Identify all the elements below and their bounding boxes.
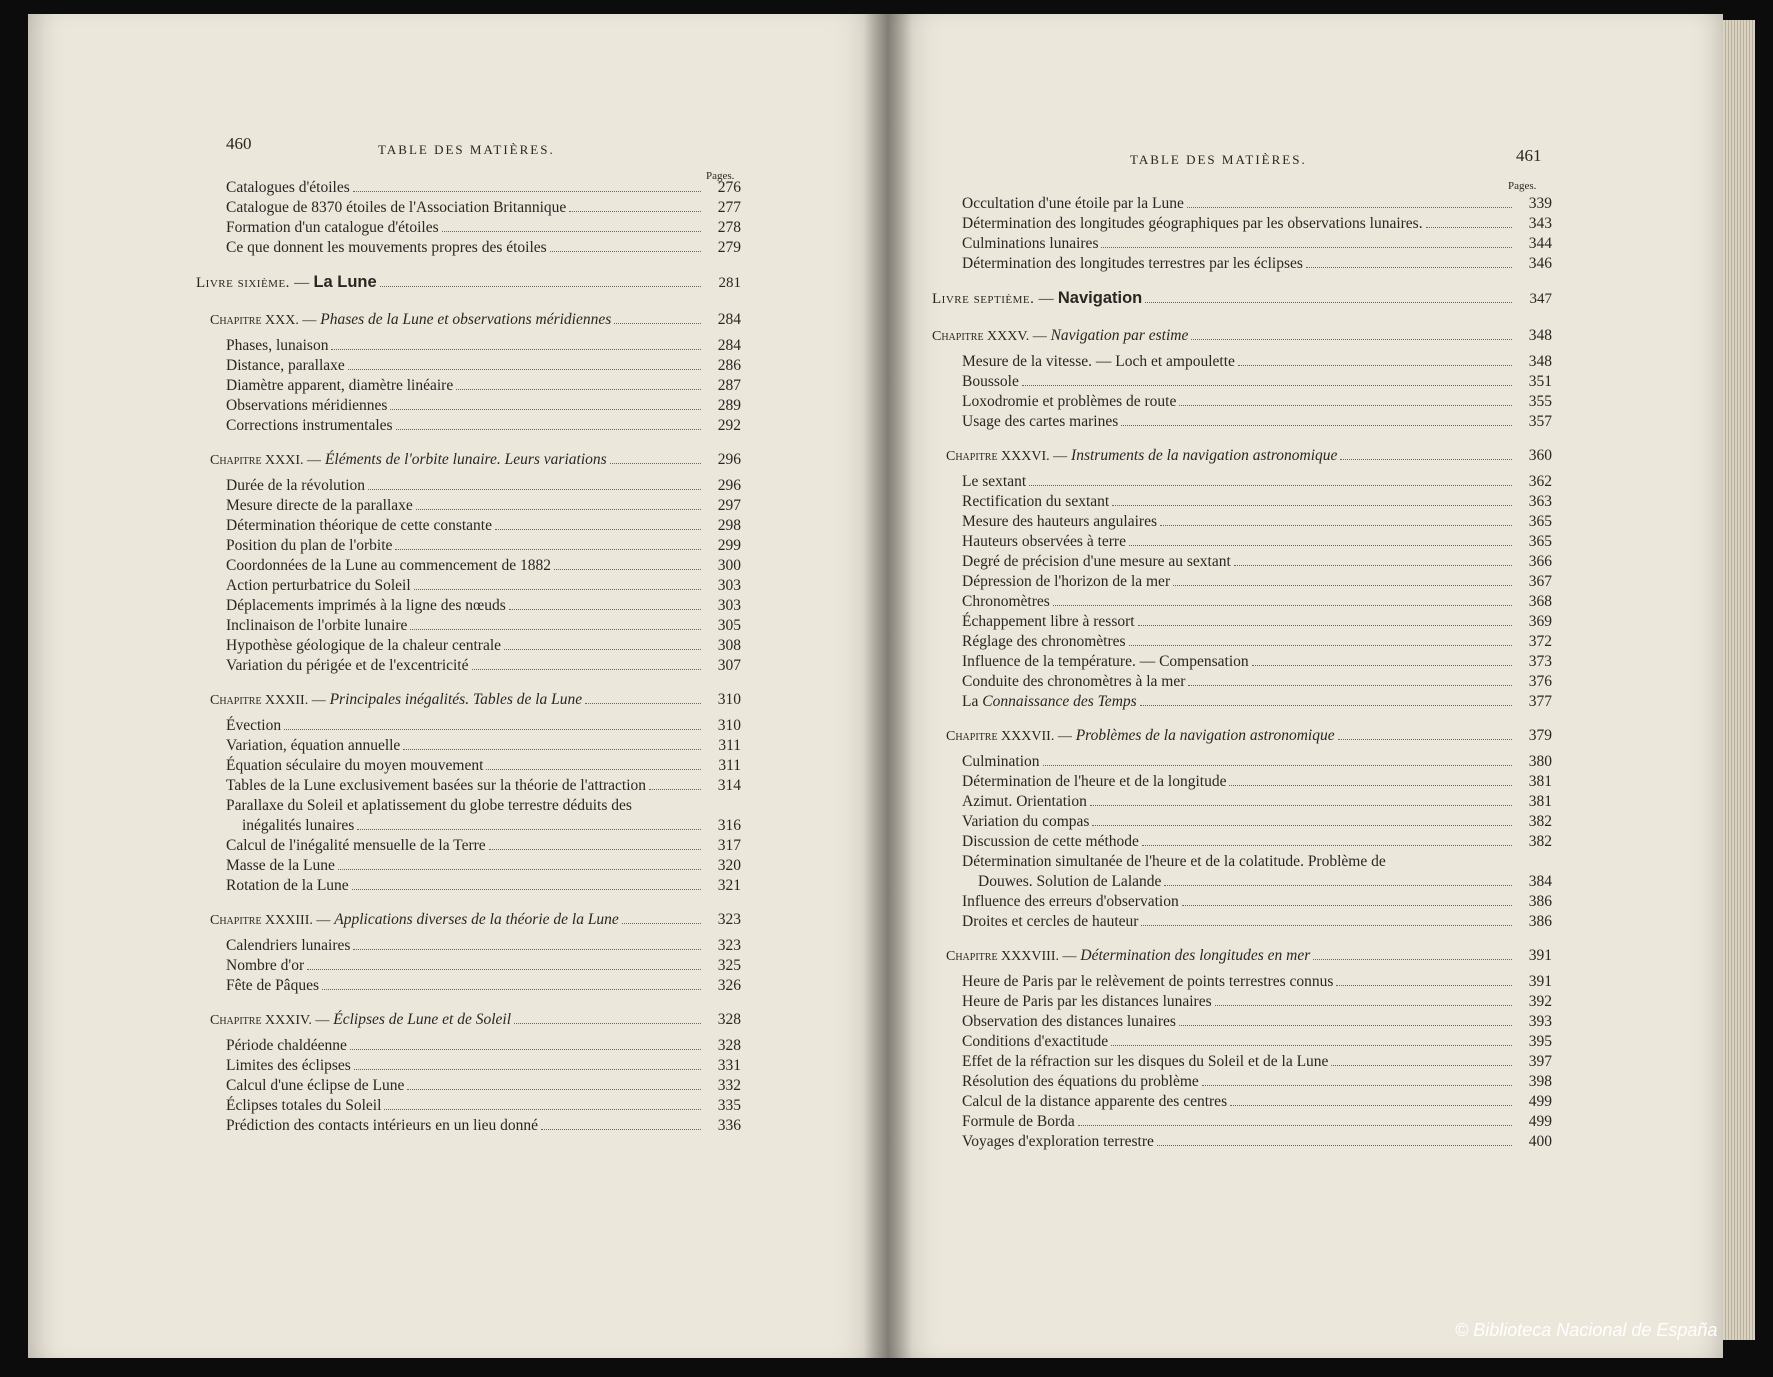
toc-entry: Boussole 351 (962, 373, 1552, 390)
toc-entry: Effet de la réfraction sur les disques du Soleil et de la Lune 397 (962, 1053, 1552, 1070)
toc-entry: Fête de Pâques 326 (226, 977, 741, 994)
chapter-heading: Chapitre XXXVIII. — Détermination des longitudes en mer 391 (946, 947, 1552, 964)
toc-entry: Échappement libre à ressort 369 (962, 613, 1552, 630)
toc-entry: Culmination 380 (962, 753, 1552, 770)
toc-right (932, 194, 1552, 1152)
chapter-heading: Chapitre XXXVII. — Problèmes de la navigation astronomique 379 (946, 727, 1552, 744)
toc-entry: Coordonnées de la Lune au commencement de 1882 300 (226, 557, 741, 574)
toc-entry: Évection 310 (226, 717, 741, 734)
toc-entry: Hypothèse géologique de la chaleur centrale 308 (226, 637, 741, 654)
toc-entry: Voyages d'exploration terrestre 400 (962, 1133, 1552, 1150)
right-page (888, 14, 1723, 1358)
book-gutter (864, 14, 912, 1358)
toc-entry: Influence des erreurs d'observation 386 (962, 893, 1552, 910)
toc-entry: Calcul de l'inégalité mensuelle de la Terre 317 (226, 837, 741, 854)
toc-entry: Limites des éclipses 331 (226, 1057, 741, 1074)
toc-entry: Durée de la révolution 296 (226, 477, 741, 494)
toc-entry: Équation séculaire du moyen mouvement 311 (226, 757, 741, 774)
toc-entry: Variation du compas 382 (962, 813, 1552, 830)
toc-entry: Corrections instrumentales 292 (226, 417, 741, 434)
toc-entry: Ce que donnent les mouvements propres des étoiles 279 (226, 239, 741, 256)
toc-left (196, 178, 741, 1136)
toc-entry: Dépression de l'horizon de la mer 367 (962, 573, 1552, 590)
toc-entry: Action perturbatrice du Soleil 303 (226, 577, 741, 594)
chapter-heading: Chapitre XXXIII. — Applications diverses de la théorie de la Lune 323 (210, 911, 741, 928)
toc-entry: Conditions d'exactitude 395 (962, 1033, 1552, 1050)
toc-entry-line: Parallaxe du Soleil et aplatissement du globe terrestre déduits des (226, 797, 632, 814)
chapter-heading: Chapitre XXXV. — Navigation par estime 348 (932, 327, 1552, 344)
toc-entry: Position du plan de l'orbite 299 (226, 537, 741, 554)
toc-entry: Droites et cercles de hauteur 386 (962, 913, 1552, 930)
pages-label: Pages. (1508, 180, 1537, 192)
toc-entry: Culminations lunaires 344 (962, 235, 1552, 252)
chapter-heading: Chapitre XXX. — Phases de la Lune et observations méridiennes 284 (210, 311, 741, 328)
toc-entry: Chronomètres 368 (962, 593, 1552, 610)
toc-entry-wrapped (196, 796, 741, 836)
toc-entry: Nombre d'or 325 (226, 957, 741, 974)
toc-entry: Rotation de la Lune 321 (226, 877, 741, 894)
page-number: 460 (226, 134, 252, 153)
toc-entry: Diamètre apparent, diamètre linéaire 287 (226, 377, 741, 394)
toc-entry: Mesure directe de la parallaxe 297 (226, 497, 741, 514)
toc-entry: Rectification du sextant 363 (962, 493, 1552, 510)
running-head: TABLE DES MATIÈRES. (1130, 152, 1307, 167)
toc-entry: Calcul de la distance apparente des centres 499 (962, 1093, 1552, 1110)
toc-entry: Variation du périgée et de l'excentricité 307 (226, 657, 741, 674)
toc-entry: Usage des cartes marines 357 (962, 413, 1552, 430)
toc-entry-line: Détermination simultanée de l'heure et de la colatitude. Problème de (962, 853, 1386, 870)
toc-entry: Inclinaison de l'orbite lunaire 305 (226, 617, 741, 634)
toc-entry: Formation d'un catalogue d'étoiles 278 (226, 219, 741, 236)
toc-entry: Influence de la température. — Compensation 373 (962, 653, 1552, 670)
toc-entry-wrapped (932, 852, 1552, 892)
running-head: TABLE DES MATIÈRES. (378, 142, 555, 157)
page-edges (1723, 20, 1755, 1340)
toc-entry: Discussion de cette méthode 382 (962, 833, 1552, 850)
chapter-heading: Chapitre XXXIV. — Éclipses de Lune et de Soleil 328 (210, 1011, 741, 1028)
toc-entry: Hauteurs observées à terre 365 (962, 533, 1552, 550)
book-heading: Livre septième. — Navigation 347 (932, 289, 1552, 307)
toc-entry: Masse de la Lune 320 (226, 857, 741, 874)
toc-entry: Période chaldéenne 328 (226, 1037, 741, 1054)
toc-entry-line: inégalités lunaires 316 (242, 817, 741, 834)
toc-entry: Détermination des longitudes géographiques par les observations lunaires. 343 (962, 215, 1552, 232)
chapter-heading: Chapitre XXXII. — Principales inégalités. Tables de la Lune 310 (210, 691, 741, 708)
toc-entry: Heure de Paris par le relèvement de points terrestres connus 391 (962, 973, 1552, 990)
toc-entry: Formule de Borda 499 (962, 1113, 1552, 1130)
toc-entry: Catalogue de 8370 étoiles de l'Association Britannique 277 (226, 199, 741, 216)
left-page (28, 14, 888, 1358)
chapter-heading: Chapitre XXXVI. — Instruments de la navigation astronomique 360 (946, 447, 1552, 464)
toc-entry: Loxodromie et problèmes de route 355 (962, 393, 1552, 410)
toc-entry: Mesure des hauteurs angulaires 365 (962, 513, 1552, 530)
toc-entry: Prédiction des contacts intérieurs en un lieu donné 336 (226, 1117, 741, 1134)
toc-entry: Variation, équation annuelle 311 (226, 737, 741, 754)
toc-entry: Degré de précision d'une mesure au sextant 366 (962, 553, 1552, 570)
toc-entry: Catalogues d'étoiles 276 (226, 179, 741, 196)
toc-entry: Détermination théorique de cette constante 298 (226, 517, 741, 534)
toc-entry: Éclipses totales du Soleil 335 (226, 1097, 741, 1114)
chapter-heading: Chapitre XXXI. — Éléments de l'orbite lunaire. Leurs variations 296 (210, 451, 741, 468)
library-watermark: © Biblioteca Nacional de España (1455, 1320, 1718, 1340)
toc-entry: Réglage des chronomètres 372 (962, 633, 1552, 650)
toc-entry: Détermination des longitudes terrestres par les éclipses 346 (962, 255, 1552, 272)
toc-entry: La Connaissance des Temps 377 (962, 693, 1552, 710)
toc-entry: Tables de la Lune exclusivement basées sur la théorie de l'attraction 314 (226, 777, 741, 794)
toc-entry: Déplacements imprimés à la ligne des nœuds 303 (226, 597, 741, 614)
toc-entry: Azimut. Orientation 381 (962, 793, 1552, 810)
toc-entry: Heure de Paris par les distances lunaires 392 (962, 993, 1552, 1010)
toc-entry-line: Douwes. Solution de Lalande 384 (978, 873, 1552, 890)
pages-label: Pages. (706, 170, 735, 182)
top-entries (196, 178, 741, 258)
toc-entry: Distance, parallaxe 286 (226, 357, 741, 374)
toc-entry: Mesure de la vitesse. — Loch et ampoulette 348 (962, 353, 1552, 370)
book-heading: Livre sixième. — La Lune 281 (196, 273, 741, 291)
toc-entry: Observation des distances lunaires 393 (962, 1013, 1552, 1030)
toc-entry: Phases, lunaison 284 (226, 337, 741, 354)
toc-entry: Observations méridiennes 289 (226, 397, 741, 414)
toc-entry: Occultation d'une étoile par la Lune 339 (962, 195, 1552, 212)
toc-entry: Résolution des équations du problème 398 (962, 1073, 1552, 1090)
toc-entry: Conduite des chronomètres à la mer 376 (962, 673, 1552, 690)
page-number: 461 (1516, 146, 1542, 165)
toc-entry: Calendriers lunaires 323 (226, 937, 741, 954)
toc-entry: Détermination de l'heure et de la longitude 381 (962, 773, 1552, 790)
toc-entry: Calcul d'une éclipse de Lune 332 (226, 1077, 741, 1094)
toc-entry: Le sextant 362 (962, 473, 1552, 490)
